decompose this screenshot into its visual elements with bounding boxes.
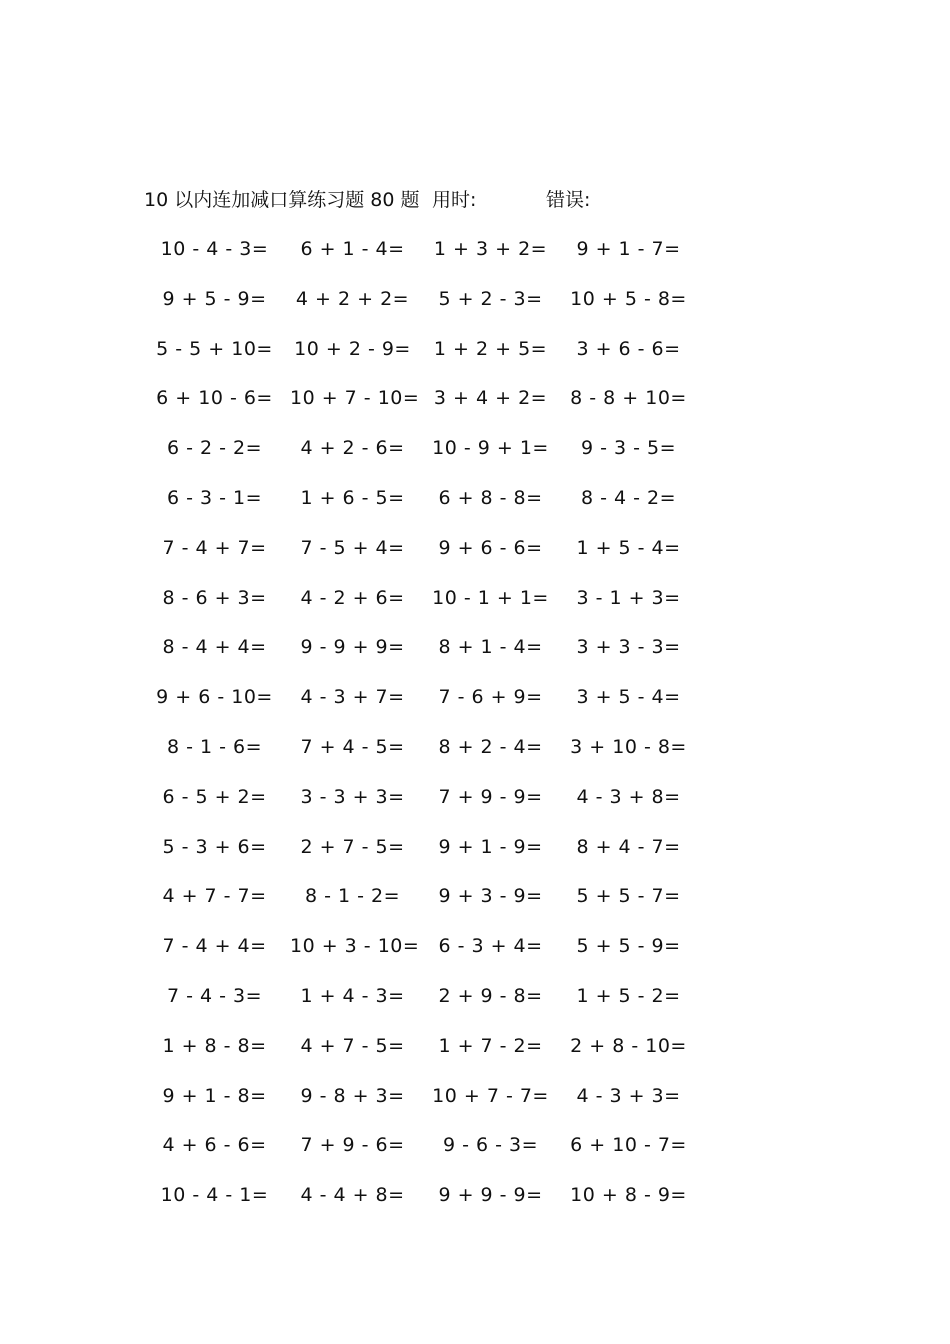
problem-item: 5 + 5 - 9=	[576, 935, 681, 958]
problem-item: 1 + 5 - 2=	[576, 984, 681, 1007]
problem-row	[150, 732, 710, 782]
problem-item: 6 + 10 - 6=	[156, 387, 273, 410]
problem-item: 7 + 4 - 5=	[300, 735, 405, 758]
error-count-label: 错误:	[546, 189, 591, 211]
problem-row	[150, 483, 710, 533]
problem-item: 1 + 3 + 2=	[433, 238, 548, 260]
problem-item: 8 - 8 + 10=	[570, 387, 687, 410]
problem-item: 9 - 6 - 3=	[442, 1134, 539, 1157]
problem-item: 9 - 8 + 3=	[300, 1084, 405, 1107]
problem-item: 1 + 4 - 3=	[300, 984, 405, 1007]
problem-item: 2 + 8 - 10=	[570, 1034, 687, 1057]
problem-item: 8 + 2 - 4=	[438, 735, 543, 758]
problem-item: 8 + 1 - 4=	[438, 636, 543, 659]
problem-item: 4 - 3 + 8=	[576, 785, 681, 808]
problem-row	[150, 1180, 710, 1230]
problem-item: 1 + 8 - 8=	[162, 1034, 267, 1057]
problem-item: 10 + 2 - 9=	[294, 337, 411, 360]
problem-item: 10 + 3 - 10=	[290, 935, 420, 958]
problem-item: 8 - 4 - 2=	[580, 486, 677, 509]
problem-item: 10 + 7 - 7=	[432, 1084, 549, 1107]
problem-item: 10 + 8 - 9=	[570, 1184, 687, 1207]
problem-item: 3 + 6 - 6=	[576, 337, 681, 360]
problem-row	[150, 1130, 710, 1180]
problem-item: 7 - 6 + 9=	[438, 686, 543, 709]
problem-item: 9 + 9 - 9=	[438, 1184, 543, 1207]
problem-item: 10 - 4 - 1=	[160, 1184, 269, 1207]
problem-item: 4 + 2 - 6=	[300, 437, 405, 460]
problem-item: 4 + 6 - 6=	[162, 1134, 267, 1157]
problem-item: 4 + 7 - 5=	[300, 1034, 405, 1057]
problem-item: 6 - 3 + 4=	[438, 935, 543, 958]
problem-item: 8 + 4 - 7=	[576, 835, 681, 858]
problem-row	[150, 1031, 710, 1081]
problem-item: 7 + 9 - 9=	[438, 785, 543, 808]
problem-item: 4 - 3 + 3=	[576, 1084, 681, 1107]
problem-item: 9 + 5 - 9=	[162, 287, 267, 310]
problem-item: 4 + 7 - 7=	[162, 885, 267, 908]
problem-item: 4 + 2 + 2=	[295, 287, 410, 310]
problem-item: 5 - 5 + 10=	[156, 337, 273, 360]
problem-item: 7 - 5 + 4=	[300, 536, 405, 559]
problem-item: 7 - 4 - 3=	[166, 984, 263, 1007]
problem-row	[150, 931, 710, 981]
problem-item: 5 + 2 - 3=	[438, 287, 543, 310]
problem-item: 6 + 10 - 7=	[570, 1134, 687, 1157]
problem-row	[150, 284, 710, 334]
problem-item: 10 - 4 - 3=	[160, 238, 269, 260]
problem-item: 4 - 4 + 8=	[300, 1184, 405, 1207]
problem-row	[150, 682, 710, 732]
problem-item: 8 - 6 + 3=	[162, 586, 267, 609]
problem-item: 9 + 3 - 9=	[438, 885, 543, 908]
worksheet-title: 10 以内连加减口算练习题 80 题	[144, 189, 420, 211]
problem-item: 9 - 3 - 5=	[580, 437, 677, 460]
problem-row	[150, 981, 710, 1031]
problem-item: 6 + 1 - 4=	[300, 238, 405, 260]
problem-item: 9 + 1 - 8=	[162, 1084, 267, 1107]
problem-item: 8 - 1 - 6=	[166, 735, 263, 758]
problem-item: 3 + 3 - 3=	[576, 636, 681, 659]
problem-item: 5 + 5 - 7=	[576, 885, 681, 908]
problem-item: 10 + 7 - 10=	[290, 387, 420, 410]
problem-row	[150, 832, 710, 882]
problem-row	[150, 583, 710, 633]
problem-item: 9 - 9 + 9=	[300, 636, 405, 659]
problem-item: 1 + 6 - 5=	[300, 486, 405, 509]
problem-item: 9 + 6 - 6=	[438, 536, 543, 559]
problem-item: 7 - 4 + 4=	[162, 935, 267, 958]
problem-item: 2 + 7 - 5=	[300, 835, 405, 858]
problem-item: 3 + 10 - 8=	[570, 735, 687, 758]
problem-item: 4 - 2 + 6=	[300, 586, 405, 609]
problem-item: 5 - 3 + 6=	[162, 835, 267, 858]
problem-item: 6 + 8 - 8=	[438, 486, 543, 509]
time-used-label: 用时:	[432, 189, 477, 211]
problem-row	[150, 433, 710, 483]
problem-row	[150, 383, 710, 433]
problem-item: 3 + 4 + 2=	[433, 387, 548, 410]
problem-item: 7 - 4 + 7=	[162, 536, 267, 559]
problem-item: 8 - 4 + 4=	[162, 636, 267, 659]
problem-item: 6 - 3 - 1=	[166, 486, 263, 509]
problem-item: 9 + 1 - 7=	[576, 238, 681, 260]
problem-item: 4 - 3 + 7=	[300, 686, 405, 709]
problem-row	[150, 533, 710, 583]
problem-item: 6 - 5 + 2=	[162, 785, 267, 808]
problem-row	[150, 782, 710, 832]
problem-item: 10 - 9 + 1=	[432, 437, 549, 460]
problem-item: 10 - 1 + 1=	[432, 586, 549, 609]
problem-item: 9 + 6 - 10=	[156, 686, 273, 709]
problem-item: 1 + 5 - 4=	[576, 536, 681, 559]
problem-item: 3 + 5 - 4=	[576, 686, 681, 709]
problem-item: 3 - 1 + 3=	[576, 586, 681, 609]
problem-item: 10 + 5 - 8=	[570, 287, 687, 310]
problem-row	[150, 632, 710, 682]
problem-row	[150, 334, 710, 384]
problem-row	[150, 234, 710, 284]
problem-item: 1 + 7 - 2=	[438, 1034, 543, 1057]
problem-item: 3 - 3 + 3=	[300, 785, 405, 808]
problem-item: 2 + 9 - 8=	[438, 984, 543, 1007]
problem-grid	[150, 234, 710, 1230]
problem-item: 6 - 2 - 2=	[166, 437, 263, 460]
problem-row	[150, 881, 710, 931]
problem-item: 8 - 1 - 2=	[304, 885, 401, 908]
problem-item: 1 + 2 + 5=	[433, 337, 548, 360]
problem-item: 7 + 9 - 6=	[300, 1134, 405, 1157]
problem-item: 9 + 1 - 9=	[438, 835, 543, 858]
problem-row	[150, 1081, 710, 1131]
